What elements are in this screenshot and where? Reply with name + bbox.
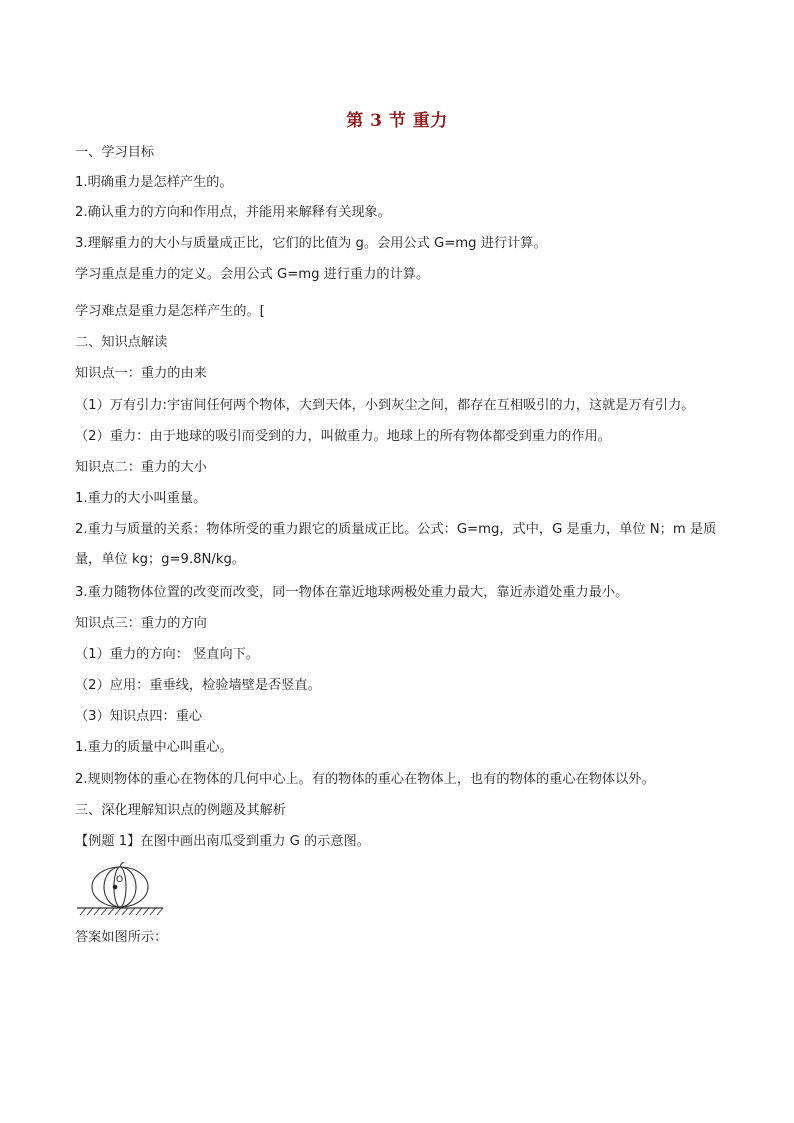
answer-line: 答案如图所示： <box>75 930 168 945</box>
section-heading-examples: 三、深化理解知识点的例题及其解析 <box>75 803 286 818</box>
text-line: （2）重力：由于地球的吸引而受到的力，叫做重力。地球上的所有物体都受到重力的作用。 <box>75 429 611 444</box>
text-line: 3.重力随物体位置的改变而改变，同一物体在靠近地球两极处重力最大，靠近赤道处重力最小。 <box>75 585 629 600</box>
text-line: 1.重力的质量中心叫重心。 <box>75 740 233 755</box>
text-line: 1.重力的大小叫重量。 <box>75 491 207 506</box>
subsection-heading: 知识点三：重力的方向 <box>75 616 207 631</box>
text-line: 学习重点是重力的定义。会用公式 G=mg 进行重力的计算。 <box>75 267 430 282</box>
center-of-gravity-dot <box>113 885 118 890</box>
subsection-heading: 知识点二：重力的大小 <box>75 460 207 475</box>
text-line: 1.明确重力是怎样产生的。 <box>75 175 233 190</box>
page-title: 第 3 节 重力 <box>346 111 448 131</box>
ground-hatching <box>80 908 163 915</box>
section-heading-goals: 一、学习目标 <box>75 145 155 160</box>
text-line: 学习难点是重力是怎样产生的。[ <box>75 304 265 319</box>
text-line: 3.理解重力的大小与质量成正比，它们的比值为 g。会用公式 G=mg 进行计算。 <box>75 236 547 251</box>
pumpkin-figure <box>74 862 166 916</box>
text-line: 2.确认重力的方向和作用点，并能用来解释有关现象。 <box>75 205 391 220</box>
text-line: （3）知识点四：重心 <box>75 709 203 724</box>
text-line: （1）万有引力:宇宙间任何两个物体，大到天体，小到灰尘之间，都存在互相吸引的力，这就是万有引力。 <box>75 398 695 413</box>
section-heading-knowledge: 二、知识点解读 <box>75 335 168 350</box>
text-line: （1）重力的方向： 竖直向下。 <box>75 647 260 662</box>
text-line: （2）应用：重垂线，检验墙壁是否竖直。 <box>75 678 321 693</box>
text-paragraph: 2.重力与质量的关系：物体所受的重力跟它的质量成正比。公式：G=mg，式中，G 是重力，单位 N；m 是质量，单位 kg；g=9.8N/kg。 <box>75 522 717 567</box>
figure-label: O <box>116 875 124 885</box>
text-line: 2.规则物体的重心在物体的几何中心上。有的物体的重心在物体上，也有的物体的重心在物体以外。 <box>75 772 655 787</box>
example-question: 【例题 1】在图中画出南瓜受到重力 G 的示意图。 <box>75 834 370 849</box>
subsection-heading: 知识点一：重力的由来 <box>75 366 207 381</box>
